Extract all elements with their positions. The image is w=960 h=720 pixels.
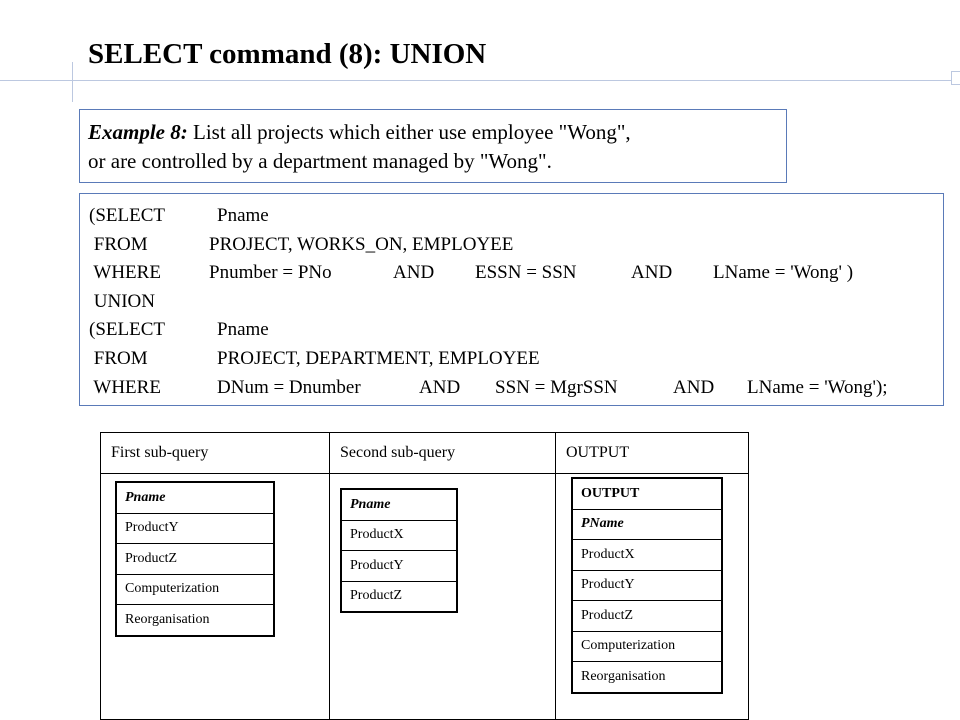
sql-keyword: FROM <box>89 347 148 369</box>
sql-token: Pnumber = PNo <box>209 262 332 284</box>
sql-keyword: AND <box>419 376 461 398</box>
sql-keyword: AND <box>631 262 673 284</box>
table-row <box>116 482 274 513</box>
column-header: First sub-query <box>101 433 330 474</box>
sql-token: PROJECT, DEPARTMENT, EMPLOYEE <box>217 347 540 369</box>
sql-token: Pname <box>217 319 269 341</box>
table-cell: Computerization <box>116 574 274 605</box>
table-header: Pname <box>116 482 274 513</box>
sql-line <box>89 288 943 317</box>
table-row <box>572 631 722 662</box>
column-header: OUTPUT <box>556 433 749 474</box>
table-caption: OUTPUT <box>572 478 722 509</box>
table-row <box>572 478 722 509</box>
table-row <box>341 551 457 582</box>
sql-token: ESSN = SSN <box>475 262 577 284</box>
table-row <box>341 489 457 520</box>
decorative-rule <box>0 80 960 81</box>
table-row <box>116 605 274 636</box>
table-cell: ProductZ <box>572 601 722 632</box>
sql-token: LName = 'Wong' ) <box>713 262 854 284</box>
table-cell: ProductZ <box>341 581 457 612</box>
first-subquery-result <box>115 481 275 637</box>
table-header: PName <box>572 509 722 540</box>
table-header: Pname <box>341 489 457 520</box>
sql-keyword: AND <box>393 262 435 284</box>
sql-keyword: AND <box>673 376 715 398</box>
sql-token: LName = 'Wong'); <box>747 376 888 398</box>
example-lead: Example 8: <box>88 120 188 144</box>
table-cell: Computerization <box>572 631 722 662</box>
sql-keyword: WHERE <box>89 376 161 398</box>
table-cell: ProductZ <box>116 544 274 575</box>
table-cell: ProductY <box>116 513 274 544</box>
table-cell: ProductX <box>572 540 722 571</box>
table-cell: ProductY <box>341 551 457 582</box>
second-subquery-result <box>340 488 458 613</box>
sql-line <box>89 345 943 374</box>
sql-line <box>89 374 943 403</box>
sql-token: DNum = Dnumber <box>217 376 361 398</box>
table-row <box>572 601 722 632</box>
sql-line <box>89 202 943 231</box>
example-line: or are controlled by a department managed by "Wong". <box>88 149 552 173</box>
decorative-square <box>951 71 960 85</box>
sql-line <box>89 231 943 260</box>
sql-token: Pname <box>217 205 269 226</box>
table-row <box>572 570 722 601</box>
table-row <box>116 513 274 544</box>
results-header-row <box>101 433 749 474</box>
sql-token: PROJECT, WORKS_ON, EMPLOYEE <box>209 233 514 255</box>
table-row <box>572 509 722 540</box>
column-header: Second sub-query <box>330 433 556 474</box>
sql-line <box>89 259 943 288</box>
example-box <box>79 109 787 183</box>
example-text: List all projects which either use employee "Wong", <box>187 120 631 144</box>
table-row <box>341 581 457 612</box>
sql-keyword: FROM <box>89 233 148 255</box>
table-cell: Reorganisation <box>116 605 274 636</box>
table-cell: ProductX <box>341 520 457 551</box>
sql-keyword: UNION <box>89 290 155 312</box>
table-row <box>116 574 274 605</box>
table-row <box>572 540 722 571</box>
table-row <box>116 544 274 575</box>
table-cell: Reorganisation <box>572 662 722 693</box>
sql-keyword: (SELECT <box>89 205 165 226</box>
table-cell: ProductY <box>572 570 722 601</box>
table-row <box>341 520 457 551</box>
sql-line <box>89 316 943 345</box>
sql-token: SSN = MgrSSN <box>495 376 618 398</box>
decorative-rule <box>72 62 73 102</box>
sql-keyword: WHERE <box>89 262 161 284</box>
example-line <box>88 118 778 147</box>
slide-title: SELECT command (8): UNION <box>88 38 487 70</box>
table-row <box>572 662 722 693</box>
sql-keyword: (SELECT <box>89 319 165 341</box>
output-result <box>571 477 723 694</box>
sql-box <box>79 193 944 406</box>
